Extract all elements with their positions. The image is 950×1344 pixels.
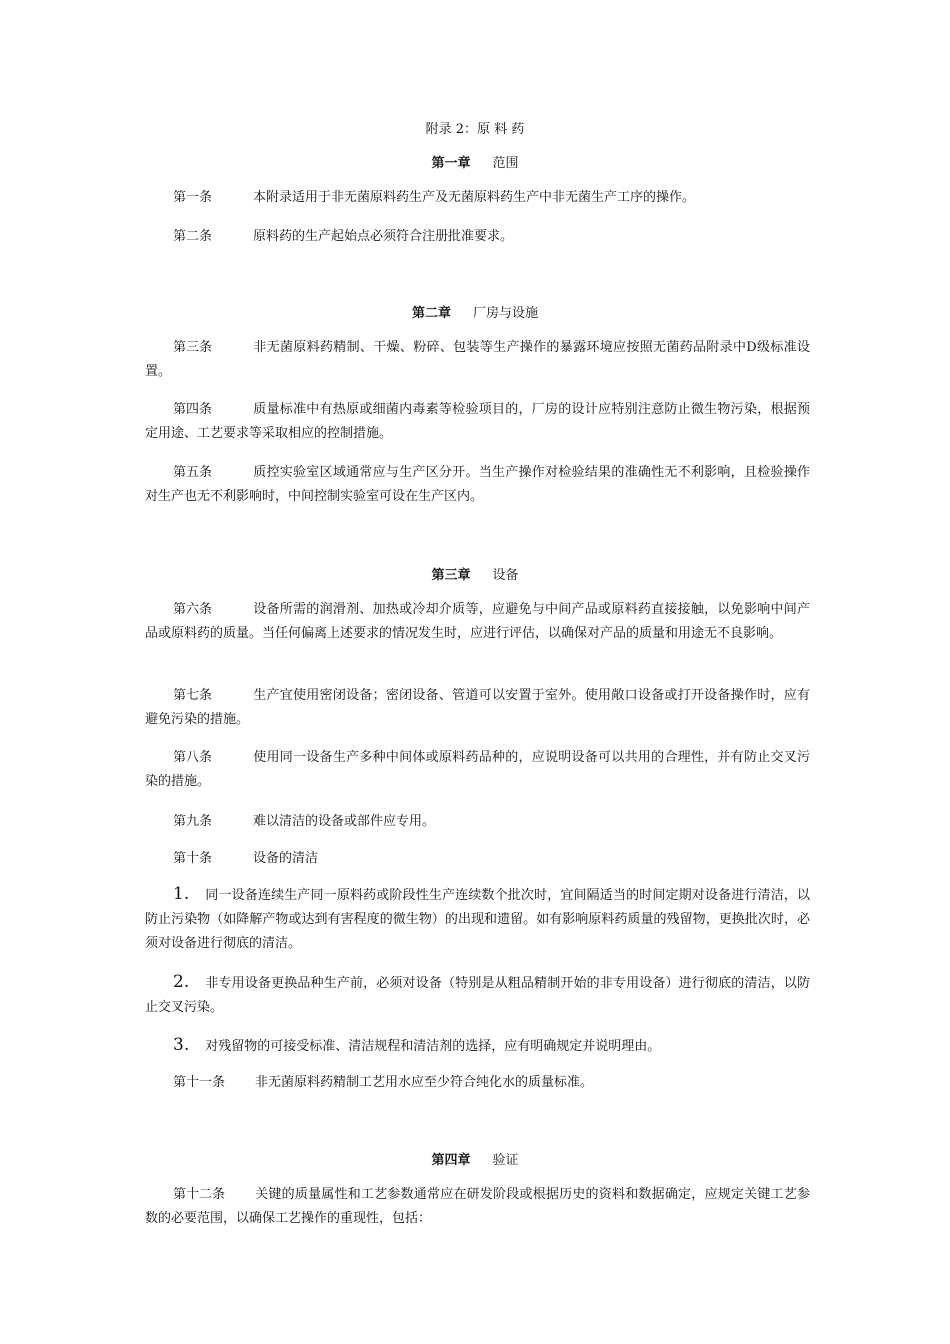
article-text: 质量标准中有热原或细菌内毒素等检验项目的，厂房的设计应特别注意防止微生物污染，根据预定用途、工艺要求等采取相应的控制措施。: [145, 402, 810, 441]
chapter-title: 设备: [492, 568, 519, 583]
chapter-heading: [0, 564, 950, 583]
chapter-number: 第三章: [431, 568, 471, 583]
article: [145, 186, 810, 210]
list-number: 3.: [173, 1035, 190, 1055]
article: [145, 225, 810, 249]
chapter-number: 第四章: [431, 1153, 471, 1168]
article-text: 原料药的生产起始点必须符合注册批准要求。: [253, 229, 514, 244]
article-label: 第十条: [173, 851, 213, 866]
chapter-title: 厂房与设施: [473, 306, 539, 321]
article-text: 质控实验室区域通常应与生产区分开。当生产操作对检验结果的准确性无不利影响，且检验操作对生产也无不利影响时，中间控制实验室可设在生产区内。: [145, 465, 810, 504]
article: [145, 684, 810, 732]
article-label: 第八条: [173, 750, 213, 765]
list-number: 1.: [173, 884, 190, 904]
list-item: [145, 1033, 810, 1059]
article: [145, 398, 810, 446]
chapter-number: 第一章: [431, 156, 471, 171]
article: [145, 847, 810, 871]
article-label: 第四条: [173, 402, 213, 417]
article-text: 难以清洁的设备或部件应专用。: [253, 814, 436, 829]
article-text: 本附录适用于非无菌原料药生产及无菌原料药生产中非无菌生产工序的操作。: [253, 190, 696, 205]
article-label: 第二条: [173, 229, 213, 244]
article-label: 第十二条: [173, 1187, 226, 1202]
list-item: [145, 882, 810, 956]
chapter-heading: [0, 302, 950, 321]
article-text: 使用同一设备生产多种中间体或原料药品种的，应说明设备可以共用的合理性，并有防止交叉污染的措施。: [145, 750, 810, 789]
appendix-title: 附录 2：原 料 药: [425, 122, 525, 137]
article-text: 非无菌原料药精制工艺用水应至少符合纯化水的质量标准。: [255, 1075, 594, 1090]
article-text: 生产宜使用密闭设备；密闭设备、管道可以安置于室外。使用敞口设备或打开设备操作时，应有避免污染的措施。: [145, 688, 810, 727]
article-text: 设备所需的润滑剂、加热或冷却介质等，应避免与中间产品或原料药直接接触，以免影响中间产品或原料药的质量。当任何偏离上述要求的情况发生时，应进行评估，以确保对产品的质量和用途无不良影响。: [145, 602, 810, 641]
article-label: 第五条: [173, 465, 213, 480]
list-number: 2.: [173, 972, 190, 992]
article-text: 关键的质量属性和工艺参数通常应在研发阶段或根据历史的资料和数据确定，应规定关键工艺参数的必要范围，以确保工艺操作的重现性，包括：: [145, 1187, 810, 1226]
article-label: 第七条: [173, 688, 213, 703]
article: [145, 810, 810, 834]
article: [145, 746, 810, 794]
article-label: 第十一条: [173, 1075, 226, 1090]
chapter-title: 验证: [492, 1153, 519, 1168]
list-text: 非专用设备更换品种生产前，必须对设备（特别是从粗品精制开始的非专用设备）进行彻底的清洁，以防止交叉污染。: [145, 976, 810, 1015]
article: [145, 1183, 810, 1231]
article: [145, 598, 810, 646]
article-label: 第一条: [173, 190, 213, 205]
article: [145, 1071, 810, 1095]
article: [145, 336, 810, 384]
chapter-number: 第二章: [411, 306, 451, 321]
article: [145, 461, 810, 509]
article-label: 第三条: [173, 340, 213, 355]
article-text: 设备的清洁: [253, 851, 319, 866]
article-label: 第六条: [173, 602, 213, 617]
list-item: [145, 970, 810, 1020]
list-text: 对残留物的可接受标准、清洁规程和清洁剂的选择，应有明确规定并说明理由。: [205, 1039, 661, 1054]
article-label: 第九条: [173, 814, 213, 829]
chapter-heading: [0, 1149, 950, 1168]
list-text: 同一设备连续生产同一原料药或阶段性生产连续数个批次时，宜间隔适当的时间定期对设备进行清洁，以防止污染物（如降解产物或达到有害程度的微生物）的出现和遗留。如有影响原料药质量的残留物，更换批次时，必须对设备进行彻底的清洁。: [145, 888, 810, 951]
chapter-title: 范围: [492, 156, 519, 171]
chapter-heading: [0, 152, 950, 171]
article-text: 非无菌原料药精制、干燥、粉碎、包装等生产操作的暴露环境应按照无菌药品附录中D级标准设置。: [145, 340, 810, 379]
